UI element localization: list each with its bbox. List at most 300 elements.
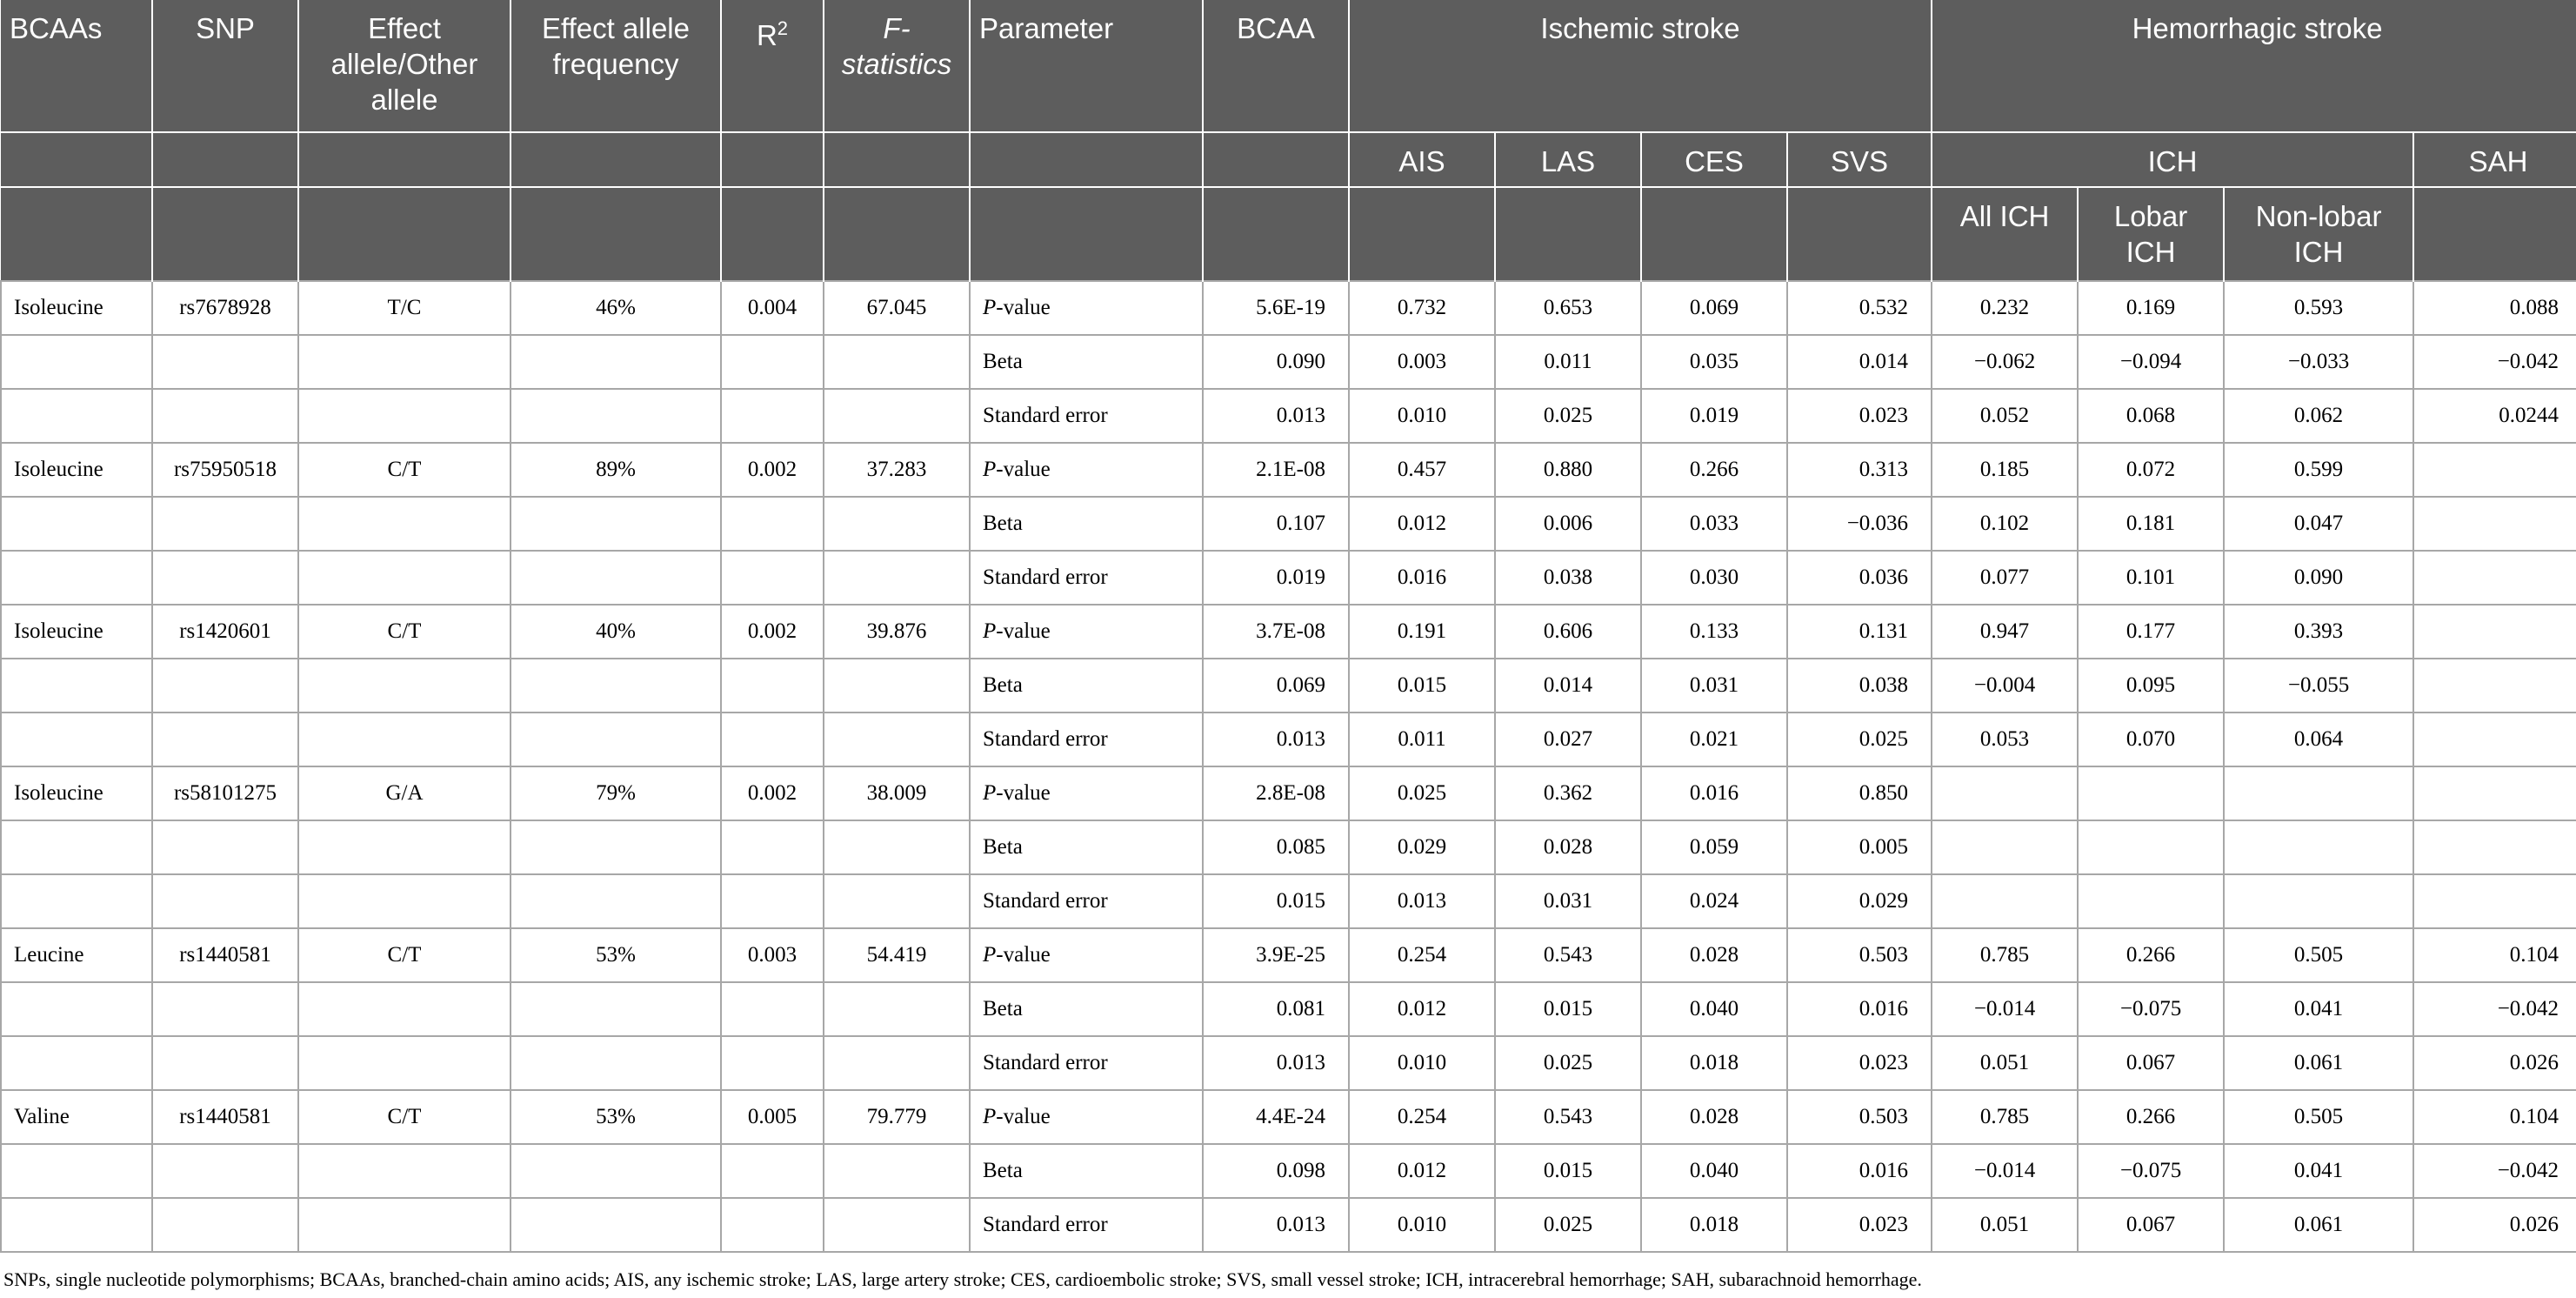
cell-frequency xyxy=(511,820,721,874)
cell-snp: rs1440581 xyxy=(152,928,298,982)
cell-svs: 0.036 xyxy=(1787,551,1932,605)
header-all-ich: All ICH xyxy=(1932,187,2078,281)
cell-ais: 0.254 xyxy=(1349,928,1495,982)
p-suffix: -value xyxy=(996,1105,1051,1128)
cell-ais: 0.012 xyxy=(1349,1144,1495,1198)
cell-nonlobar-ich xyxy=(2224,820,2413,874)
cell-f-statistics xyxy=(824,1036,970,1090)
cell-nonlobar-ich: 0.041 xyxy=(2224,1144,2413,1198)
cell-sah xyxy=(2413,497,2576,551)
table-row xyxy=(1,497,2576,551)
cell-bcaas xyxy=(1,659,152,713)
cell-ces: 0.069 xyxy=(1641,281,1787,335)
cell-ais: 0.732 xyxy=(1349,281,1495,335)
cell-nonlobar-ich: 0.599 xyxy=(2224,443,2413,497)
cell-las: 0.880 xyxy=(1495,443,1641,497)
cell-nonlobar-ich: 0.041 xyxy=(2224,982,2413,1036)
cell-f-statistics xyxy=(824,335,970,389)
cell-frequency: 53% xyxy=(511,928,721,982)
cell-frequency xyxy=(511,1144,721,1198)
cell-all-ich: −0.062 xyxy=(1932,335,2078,389)
cell-svs: 0.005 xyxy=(1787,820,1932,874)
cell-parameter xyxy=(970,281,1203,335)
cell-las: 0.025 xyxy=(1495,389,1641,443)
cell-ais: 0.012 xyxy=(1349,982,1495,1036)
cell-parameter xyxy=(970,928,1203,982)
cell-ces: 0.018 xyxy=(1641,1198,1787,1252)
cell-f-statistics: 39.876 xyxy=(824,605,970,659)
cell-snp xyxy=(152,820,298,874)
table-row xyxy=(1,659,2576,713)
cell-all-ich: 0.052 xyxy=(1932,389,2078,443)
cell-r2: 0.002 xyxy=(721,605,824,659)
cell-f-statistics xyxy=(824,551,970,605)
cell-ces: 0.059 xyxy=(1641,820,1787,874)
cell-all-ich xyxy=(1932,766,2078,820)
cell-r2: 0.003 xyxy=(721,928,824,982)
header-frequency: Effect allele frequency xyxy=(511,0,721,132)
cell-bcaa: 5.6E-19 xyxy=(1203,281,1349,335)
table-row xyxy=(1,335,2576,389)
table-row xyxy=(1,281,2576,335)
p-letter: P xyxy=(983,619,997,643)
cell-f-statistics xyxy=(824,1144,970,1198)
cell-r2 xyxy=(721,1198,824,1252)
cell-ais: 0.012 xyxy=(1349,497,1495,551)
cell-nonlobar-ich: 0.505 xyxy=(2224,1090,2413,1144)
cell-frequency: 46% xyxy=(511,281,721,335)
cell-all-ich xyxy=(1932,820,2078,874)
cell-r2: 0.004 xyxy=(721,281,824,335)
p-letter: P xyxy=(983,1105,997,1128)
cell-ces: 0.033 xyxy=(1641,497,1787,551)
cell-bcaa: 0.019 xyxy=(1203,551,1349,605)
cell-parameter: Beta xyxy=(970,659,1203,713)
header-hemorrhagic-stroke: Hemorrhagic stroke xyxy=(1932,0,2576,132)
p-letter: P xyxy=(983,458,997,481)
cell-f-statistics xyxy=(824,713,970,766)
cell-frequency: 40% xyxy=(511,605,721,659)
table-row xyxy=(1,874,2576,928)
cell-sah: −0.042 xyxy=(2413,982,2576,1036)
cell-sah: −0.042 xyxy=(2413,1144,2576,1198)
table-row xyxy=(1,551,2576,605)
cell-bcaa: 0.013 xyxy=(1203,1036,1349,1090)
cell-lobar-ich: 0.101 xyxy=(2078,551,2224,605)
cell-lobar-ich: 0.095 xyxy=(2078,659,2224,713)
cell-bcaas: Isoleucine xyxy=(1,605,152,659)
cell-sah: 0.026 xyxy=(2413,1036,2576,1090)
cell-lobar-ich: 0.067 xyxy=(2078,1036,2224,1090)
header-allele: Effect allele/Other allele xyxy=(298,0,511,132)
cell-bcaas xyxy=(1,1144,152,1198)
cell-bcaas xyxy=(1,713,152,766)
cell-lobar-ich: 0.068 xyxy=(2078,389,2224,443)
cell-frequency xyxy=(511,659,721,713)
cell-frequency: 89% xyxy=(511,443,721,497)
cell-lobar-ich: 0.266 xyxy=(2078,928,2224,982)
cell-ais: 0.011 xyxy=(1349,713,1495,766)
cell-allele: T/C xyxy=(298,281,511,335)
cell-f-statistics xyxy=(824,820,970,874)
header-sah: SAH xyxy=(2413,132,2576,187)
cell-all-ich: 0.051 xyxy=(1932,1036,2078,1090)
cell-svs: 0.532 xyxy=(1787,281,1932,335)
cell-svs: 0.014 xyxy=(1787,335,1932,389)
cell-snp xyxy=(152,1036,298,1090)
table-row xyxy=(1,928,2576,982)
cell-sah xyxy=(2413,551,2576,605)
cell-r2 xyxy=(721,659,824,713)
cell-nonlobar-ich xyxy=(2224,874,2413,928)
cell-ces: 0.016 xyxy=(1641,766,1787,820)
cell-all-ich: 0.947 xyxy=(1932,605,2078,659)
cell-frequency xyxy=(511,713,721,766)
cell-r2 xyxy=(721,874,824,928)
cell-r2 xyxy=(721,551,824,605)
cell-nonlobar-ich: 0.064 xyxy=(2224,713,2413,766)
cell-svs: −0.036 xyxy=(1787,497,1932,551)
cell-all-ich: 0.785 xyxy=(1932,1090,2078,1144)
cell-bcaas: Isoleucine xyxy=(1,766,152,820)
table-row xyxy=(1,1198,2576,1252)
cell-sah xyxy=(2413,659,2576,713)
cell-ais: 0.191 xyxy=(1349,605,1495,659)
header-las: LAS xyxy=(1495,132,1641,187)
cell-snp xyxy=(152,497,298,551)
cell-ais: 0.029 xyxy=(1349,820,1495,874)
cell-all-ich xyxy=(1932,874,2078,928)
cell-nonlobar-ich: 0.393 xyxy=(2224,605,2413,659)
cell-las: 0.011 xyxy=(1495,335,1641,389)
cell-las: 0.014 xyxy=(1495,659,1641,713)
cell-bcaa: 2.1E-08 xyxy=(1203,443,1349,497)
cell-r2: 0.005 xyxy=(721,1090,824,1144)
cell-svs: 0.503 xyxy=(1787,928,1932,982)
header-ischemic-stroke: Ischemic stroke xyxy=(1349,0,1932,132)
cell-parameter: Beta xyxy=(970,497,1203,551)
cell-nonlobar-ich: 0.505 xyxy=(2224,928,2413,982)
cell-svs: 0.025 xyxy=(1787,713,1932,766)
cell-bcaas xyxy=(1,389,152,443)
cell-nonlobar-ich: 0.061 xyxy=(2224,1198,2413,1252)
cell-parameter xyxy=(970,443,1203,497)
cell-all-ich: −0.014 xyxy=(1932,982,2078,1036)
cell-nonlobar-ich: 0.593 xyxy=(2224,281,2413,335)
cell-las: 0.025 xyxy=(1495,1036,1641,1090)
cell-nonlobar-ich xyxy=(2224,766,2413,820)
cell-svs: 0.038 xyxy=(1787,659,1932,713)
cell-parameter: Beta xyxy=(970,335,1203,389)
cell-las: 0.006 xyxy=(1495,497,1641,551)
cell-bcaa: 0.098 xyxy=(1203,1144,1349,1198)
cell-parameter: Standard error xyxy=(970,713,1203,766)
cell-lobar-ich: −0.075 xyxy=(2078,1144,2224,1198)
cell-frequency: 53% xyxy=(511,1090,721,1144)
cell-all-ich: −0.004 xyxy=(1932,659,2078,713)
cell-allele xyxy=(298,820,511,874)
p-suffix: -value xyxy=(996,781,1051,805)
cell-bcaa: 0.015 xyxy=(1203,874,1349,928)
header-bcaas: BCAAs xyxy=(1,0,152,132)
cell-snp: rs7678928 xyxy=(152,281,298,335)
cell-bcaa: 3.9E-25 xyxy=(1203,928,1349,982)
cell-sah xyxy=(2413,766,2576,820)
table-row xyxy=(1,982,2576,1036)
header-ich: ICH xyxy=(1932,132,2413,187)
cell-r2 xyxy=(721,820,824,874)
cell-snp xyxy=(152,659,298,713)
cell-f-statistics xyxy=(824,497,970,551)
cell-bcaas: Isoleucine xyxy=(1,443,152,497)
cell-lobar-ich: 0.177 xyxy=(2078,605,2224,659)
cell-bcaas: Isoleucine xyxy=(1,281,152,335)
table-row xyxy=(1,820,2576,874)
cell-nonlobar-ich: 0.061 xyxy=(2224,1036,2413,1090)
header-nonlobar-ich: Non-lobar ICH xyxy=(2224,187,2413,281)
cell-sah: 0.104 xyxy=(2413,1090,2576,1144)
table-row xyxy=(1,605,2576,659)
cell-ces: 0.030 xyxy=(1641,551,1787,605)
cell-allele xyxy=(298,874,511,928)
table-footnote: SNPs, single nucleotide polymorphisms; BCAAs, branched-chain amino acids; AIS, any ischemic stroke; LAS, large artery stroke; CES, cardioembolic stroke; SVS, small vessel stroke; ICH, intracerebral hemorrhage; SAH, subarachnoid hemorrhage. xyxy=(3,1268,1922,1290)
cell-svs: 0.016 xyxy=(1787,1144,1932,1198)
cell-frequency xyxy=(511,551,721,605)
table-row xyxy=(1,443,2576,497)
p-suffix: -value xyxy=(996,458,1051,481)
cell-snp: rs1440581 xyxy=(152,1090,298,1144)
cell-las: 0.025 xyxy=(1495,1198,1641,1252)
cell-ais: 0.254 xyxy=(1349,1090,1495,1144)
cell-allele: C/T xyxy=(298,605,511,659)
cell-f-statistics xyxy=(824,659,970,713)
cell-allele: C/T xyxy=(298,443,511,497)
cell-allele xyxy=(298,659,511,713)
cell-lobar-ich: 0.181 xyxy=(2078,497,2224,551)
cell-frequency xyxy=(511,1036,721,1090)
cell-ces: 0.018 xyxy=(1641,1036,1787,1090)
cell-allele: G/A xyxy=(298,766,511,820)
cell-f-statistics xyxy=(824,389,970,443)
header-ais: AIS xyxy=(1349,132,1495,187)
cell-parameter xyxy=(970,605,1203,659)
cell-allele xyxy=(298,389,511,443)
cell-las: 0.015 xyxy=(1495,1144,1641,1198)
cell-nonlobar-ich: 0.062 xyxy=(2224,389,2413,443)
cell-snp xyxy=(152,982,298,1036)
cell-bcaa: 0.081 xyxy=(1203,982,1349,1036)
cell-ces: 0.028 xyxy=(1641,1090,1787,1144)
header-bcaa: BCAA xyxy=(1203,0,1349,132)
cell-all-ich: 0.051 xyxy=(1932,1198,2078,1252)
table-body xyxy=(1,281,2576,1252)
cell-snp xyxy=(152,1144,298,1198)
cell-svs: 0.503 xyxy=(1787,1090,1932,1144)
cell-r2 xyxy=(721,713,824,766)
table-row xyxy=(1,766,2576,820)
cell-snp: rs58101275 xyxy=(152,766,298,820)
table-row xyxy=(1,1090,2576,1144)
cell-frequency xyxy=(511,1198,721,1252)
cell-frequency xyxy=(511,389,721,443)
cell-bcaas xyxy=(1,1036,152,1090)
cell-allele xyxy=(298,1036,511,1090)
p-letter: P xyxy=(983,296,997,319)
cell-snp xyxy=(152,389,298,443)
header-ces: CES xyxy=(1641,132,1787,187)
cell-parameter: Standard error xyxy=(970,874,1203,928)
p-letter: P xyxy=(983,781,997,805)
cell-ces: 0.266 xyxy=(1641,443,1787,497)
cell-parameter: Standard error xyxy=(970,551,1203,605)
cell-svs: 0.023 xyxy=(1787,389,1932,443)
cell-all-ich: 0.053 xyxy=(1932,713,2078,766)
cell-bcaa: 0.090 xyxy=(1203,335,1349,389)
header-snp: SNP xyxy=(152,0,298,132)
cell-frequency xyxy=(511,874,721,928)
cell-lobar-ich: −0.075 xyxy=(2078,982,2224,1036)
cell-nonlobar-ich: −0.055 xyxy=(2224,659,2413,713)
cell-bcaa: 0.013 xyxy=(1203,1198,1349,1252)
table-row xyxy=(1,1144,2576,1198)
cell-svs: 0.313 xyxy=(1787,443,1932,497)
cell-lobar-ich: −0.094 xyxy=(2078,335,2224,389)
cell-bcaas xyxy=(1,335,152,389)
cell-frequency xyxy=(511,497,721,551)
cell-sah: 0.104 xyxy=(2413,928,2576,982)
cell-parameter xyxy=(970,766,1203,820)
cell-sah: 0.026 xyxy=(2413,1198,2576,1252)
cell-r2 xyxy=(721,1144,824,1198)
cell-nonlobar-ich: 0.090 xyxy=(2224,551,2413,605)
table-row xyxy=(1,1036,2576,1090)
cell-f-statistics xyxy=(824,1198,970,1252)
header-f-statistics: F- statistics xyxy=(824,0,970,132)
cell-bcaas xyxy=(1,874,152,928)
cell-all-ich: 0.785 xyxy=(1932,928,2078,982)
cell-las: 0.038 xyxy=(1495,551,1641,605)
cell-snp xyxy=(152,1198,298,1252)
cell-sah xyxy=(2413,820,2576,874)
cell-bcaa: 3.7E-08 xyxy=(1203,605,1349,659)
cell-svs: 0.023 xyxy=(1787,1036,1932,1090)
cell-svs: 0.131 xyxy=(1787,605,1932,659)
table-row xyxy=(1,713,2576,766)
cell-parameter: Beta xyxy=(970,982,1203,1036)
cell-ais: 0.457 xyxy=(1349,443,1495,497)
cell-r2 xyxy=(721,335,824,389)
cell-ces: 0.035 xyxy=(1641,335,1787,389)
cell-bcaa: 0.013 xyxy=(1203,713,1349,766)
cell-svs: 0.016 xyxy=(1787,982,1932,1036)
cell-bcaas xyxy=(1,1198,152,1252)
cell-sah xyxy=(2413,443,2576,497)
table-header xyxy=(1,0,2576,281)
cell-r2 xyxy=(721,1036,824,1090)
cell-ces: 0.133 xyxy=(1641,605,1787,659)
cell-ais: 0.015 xyxy=(1349,659,1495,713)
cell-parameter: Standard error xyxy=(970,1036,1203,1090)
cell-ais: 0.025 xyxy=(1349,766,1495,820)
cell-bcaa: 0.085 xyxy=(1203,820,1349,874)
cell-las: 0.031 xyxy=(1495,874,1641,928)
p-suffix: -value xyxy=(996,943,1051,967)
cell-bcaas: Leucine xyxy=(1,928,152,982)
cell-allele xyxy=(298,982,511,1036)
cell-f-statistics: 38.009 xyxy=(824,766,970,820)
cell-sah: −0.042 xyxy=(2413,335,2576,389)
cell-svs: 0.029 xyxy=(1787,874,1932,928)
cell-bcaas: Valine xyxy=(1,1090,152,1144)
cell-f-statistics xyxy=(824,874,970,928)
cell-all-ich: 0.102 xyxy=(1932,497,2078,551)
cell-ces: 0.031 xyxy=(1641,659,1787,713)
cell-frequency xyxy=(511,982,721,1036)
table-row xyxy=(1,389,2576,443)
cell-bcaa: 2.8E-08 xyxy=(1203,766,1349,820)
cell-ces: 0.040 xyxy=(1641,1144,1787,1198)
cell-lobar-ich xyxy=(2078,874,2224,928)
header-r2: $R^2$ xyxy=(721,0,824,132)
cell-parameter: Standard error xyxy=(970,389,1203,443)
header-lobar-ich: Lobar ICH xyxy=(2078,187,2224,281)
cell-sah: 0.088 xyxy=(2413,281,2576,335)
cell-allele xyxy=(298,497,511,551)
cell-allele: C/T xyxy=(298,928,511,982)
cell-bcaas xyxy=(1,982,152,1036)
cell-snp xyxy=(152,874,298,928)
cell-parameter: Beta xyxy=(970,820,1203,874)
cell-las: 0.543 xyxy=(1495,928,1641,982)
cell-nonlobar-ich: −0.033 xyxy=(2224,335,2413,389)
cell-lobar-ich: 0.266 xyxy=(2078,1090,2224,1144)
cell-las: 0.653 xyxy=(1495,281,1641,335)
p-suffix: -value xyxy=(996,619,1051,643)
cell-ais: 0.016 xyxy=(1349,551,1495,605)
cell-r2 xyxy=(721,982,824,1036)
cell-snp xyxy=(152,713,298,766)
cell-r2 xyxy=(721,389,824,443)
cell-sah xyxy=(2413,605,2576,659)
cell-f-statistics: 37.283 xyxy=(824,443,970,497)
cell-ces: 0.024 xyxy=(1641,874,1787,928)
cell-svs: 0.850 xyxy=(1787,766,1932,820)
cell-bcaa: 0.107 xyxy=(1203,497,1349,551)
header-parameter: Parameter xyxy=(970,0,1203,132)
cell-f-statistics: 67.045 xyxy=(824,281,970,335)
cell-f-statistics: 79.779 xyxy=(824,1090,970,1144)
cell-svs: 0.023 xyxy=(1787,1198,1932,1252)
cell-ais: 0.010 xyxy=(1349,1036,1495,1090)
p-suffix: -value xyxy=(996,296,1051,319)
cell-sah: 0.0244 xyxy=(2413,389,2576,443)
cell-f-statistics: 54.419 xyxy=(824,928,970,982)
cell-ces: 0.021 xyxy=(1641,713,1787,766)
cell-bcaa: 0.069 xyxy=(1203,659,1349,713)
cell-las: 0.027 xyxy=(1495,713,1641,766)
cell-ces: 0.040 xyxy=(1641,982,1787,1036)
cell-allele xyxy=(298,335,511,389)
cell-all-ich: 0.185 xyxy=(1932,443,2078,497)
cell-lobar-ich: 0.070 xyxy=(2078,713,2224,766)
cell-las: 0.543 xyxy=(1495,1090,1641,1144)
cell-all-ich: 0.077 xyxy=(1932,551,2078,605)
cell-r2: 0.002 xyxy=(721,443,824,497)
cell-ais: 0.003 xyxy=(1349,335,1495,389)
cell-ais: 0.010 xyxy=(1349,1198,1495,1252)
cell-snp: rs75950518 xyxy=(152,443,298,497)
cell-ces: 0.019 xyxy=(1641,389,1787,443)
